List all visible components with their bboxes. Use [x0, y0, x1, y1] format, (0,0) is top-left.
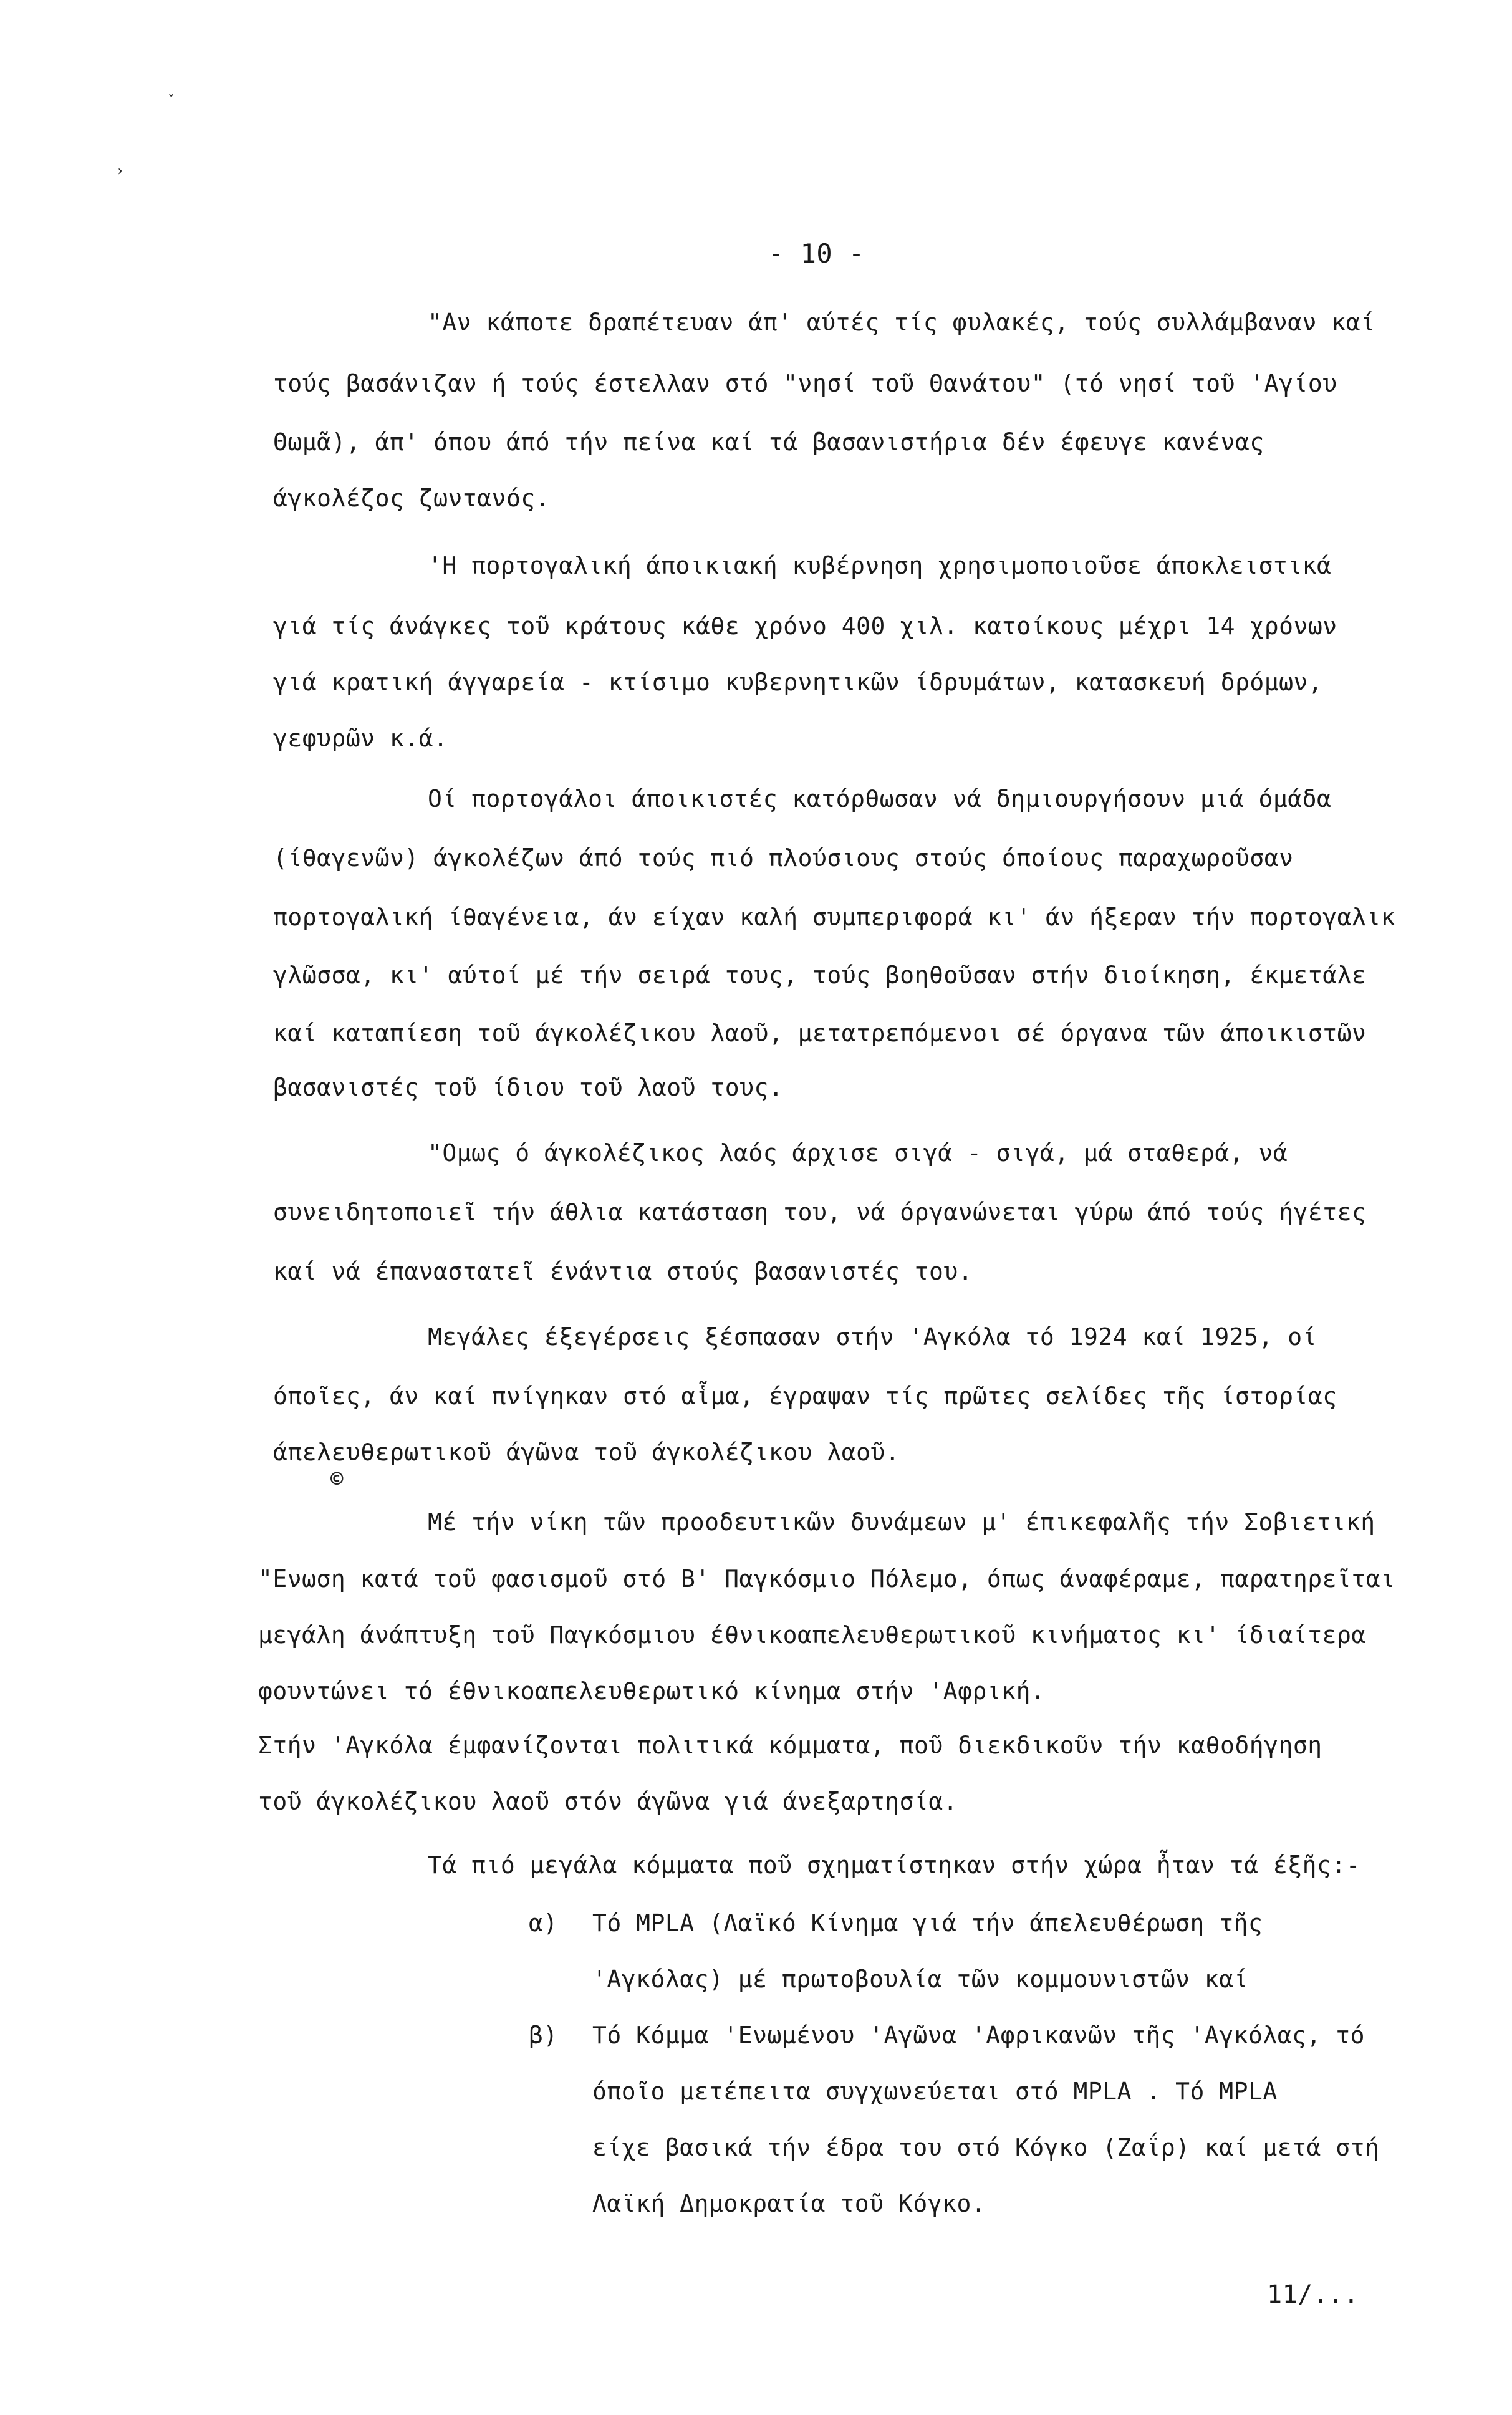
text-line: τούς βασάνιζαν ή τούς έστελλαν στό "νησί τοῦ Θανάτου" (τό νησί τοῦ 'Αγίου	[273, 370, 1337, 397]
text-line: καί νά έπαναστατεῖ ένάντια στούς βασανιστές του.	[273, 1258, 973, 1285]
text-line: πορτογαλική ίθαγένεια, άν είχαν καλή συμπεριφορά κι' άν ήξεραν τήν πορτογαλικ	[273, 904, 1396, 931]
list-marker: α)	[529, 1909, 558, 1937]
text-line: Οί πορτογάλοι άποικιστές κατόρθωσαν νά δημιουργήσουν μιά όμάδα	[428, 785, 1332, 812]
text-line: μεγάλη άνάπτυξη τοῦ Παγκόσμιου έθνικοαπελευθερωτικοῦ κινήματος κι' ίδιαίτερα	[258, 1621, 1366, 1649]
text-line: άπελευθερωτικοῦ άγῶνα τοῦ άγκολέζικου λαοῦ.	[273, 1439, 900, 1466]
text-line: Μέ τήν νίκη τῶν προοδευτικῶν δυνάμεων μ' έπικεφαλῆς τήν Σοβιετική	[428, 1508, 1375, 1536]
text-line: φουντώνει τό έθνικοαπελευθερωτικό κίνημα στήν 'Αφρική.	[258, 1677, 1046, 1705]
text-line: (ίθαγενῶν) άγκολέζων άπό τούς πιό πλούσιους στούς όποίους παραχωροῦσαν	[273, 844, 1294, 872]
list-item-line: 'Αγκόλας) μέ πρωτοβουλία τῶν κομμουνιστῶν καί	[592, 1965, 1249, 1993]
text-line: γιά κρατική άγγαρεία - κτίσιμο κυβερνητικῶν ίδρυμάτων, κατασκευή δρόμων,	[273, 668, 1323, 696]
text-line: Στήν 'Αγκόλα έμφανίζονται πολιτικά κόμματα, ποῦ διεκδικοῦν τήν καθοδήγηση	[258, 1732, 1322, 1759]
list-item-line: Τό Κόμμα 'Ενωμένου 'Αγῶνα 'Αφρικανῶν τῆς 'Αγκόλας, τό	[592, 2022, 1365, 2049]
text-line: 'Η πορτογαλική άποικιακή κυβέρνηση χρησιμοποιοῦσε άποκλειστικά	[428, 552, 1332, 579]
list-item-line: Τό MPLA (Λαϊκό Κίνημα γιά τήν άπελευθέρωση τῆς	[592, 1909, 1263, 1937]
text-line: Τά πιό μεγάλα κόμματα ποῦ σχηματίστηκαν στήν χώρα ἦταν τά έξῆς:-	[428, 1851, 1361, 1879]
text-line: τοῦ άγκολέζικου λαοῦ στόν άγῶνα γιά άνεξαρτησία.	[258, 1788, 958, 1815]
list-item-line: Λαϊκή Δημοκρατία τοῦ Κόγκο.	[592, 2190, 986, 2217]
text-line: "Ενωση κατά τοῦ φασισμοῦ στό Β' Παγκόσμιο Πόλεμο, όπως άναφέραμε, παρατηρεῖται	[258, 1565, 1395, 1593]
text-line: συνειδητοποιεῖ τήν άθλια κατάσταση του, νά όργανώνεται γύρω άπό τούς ήγέτες	[273, 1198, 1367, 1226]
continuation-marker: 11/...	[1267, 2280, 1359, 2309]
text-line: Θωμᾶ), άπ' όπου άπό τήν πείνα καί τά βασανιστήρια δέν έφευγε κανένας	[273, 428, 1264, 456]
list-item-line: είχε βασικά τήν έδρα του στό Κόγκο (Ζαΐρ) καί μετά στή	[592, 2134, 1380, 2161]
text-line: "Ομως ό άγκολέζικος λαός άρχισε σιγά - σιγά, μά σταθερά, νά	[428, 1139, 1288, 1167]
text-line: γιά τίς άνάγκες τοῦ κράτους κάθε χρόνο 400 χιλ. κατοίκους μέχρι 14 χρόνων	[273, 612, 1337, 640]
text-line: καί καταπίεση τοῦ άγκολέζικου λαοῦ, μετατρεπόμενοι σέ όργανα τῶν άποικιστῶν	[273, 1020, 1367, 1047]
text-line: γλῶσσα, κι' αύτοί μέ τήν σειρά τους, τούς βοηθοῦσαν στήν διοίκηση, έκμετάλε	[273, 962, 1367, 989]
text-line: άγκολέζος ζωντανός.	[273, 484, 551, 512]
copyright-mark: ©	[330, 1467, 344, 1492]
text-line: γεφυρῶν κ.ά.	[273, 725, 448, 752]
text-line: Μεγάλες έξεγέρσεις ξέσπασαν στήν 'Αγκόλα τό 1924 καί 1925, οί	[428, 1323, 1317, 1351]
scan-mark: ›	[116, 163, 125, 179]
scan-mark: ˇ	[167, 94, 176, 109]
page-number: - 10 -	[768, 238, 865, 269]
text-line: όποῖες, άν καί πνίγηκαν στό αἷμα, έγραψαν τίς πρῶτες σελίδες τῆς ίστορίας	[273, 1382, 1337, 1410]
list-marker: β)	[529, 2022, 558, 2049]
list-item-line: όποῖο μετέπειτα συγχωνεύεται στό MPLA . Τό MPLA	[592, 2078, 1278, 2105]
text-line: "Αν κάποτε δραπέτευαν άπ' αύτές τίς φυλακές, τούς συλλάμβαναν καί	[428, 309, 1375, 336]
text-line: βασανιστές τοῦ ίδιου τοῦ λαοῦ τους.	[273, 1074, 784, 1101]
